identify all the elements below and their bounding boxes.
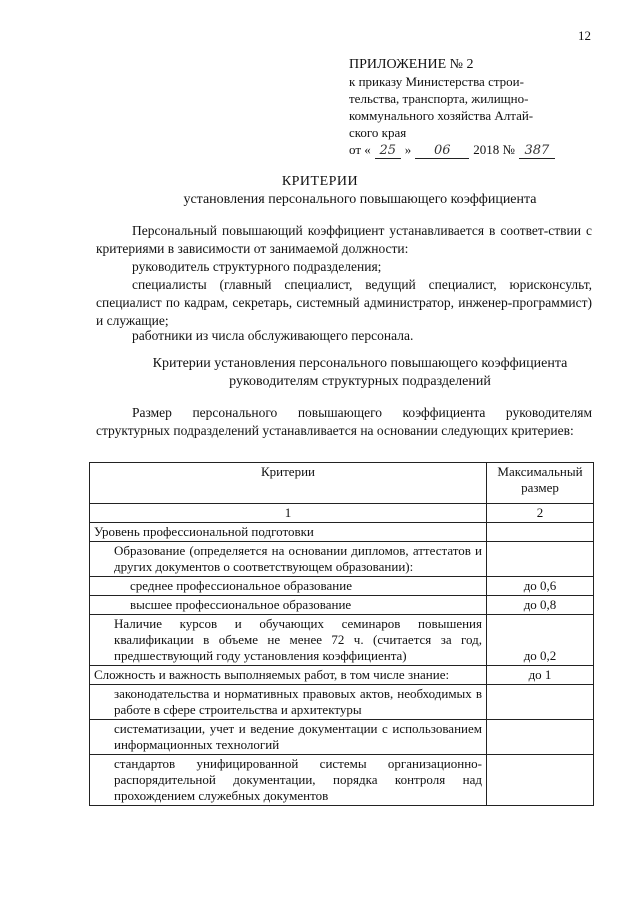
document-number: 387 bbox=[519, 144, 555, 159]
table-row bbox=[90, 596, 594, 615]
table-row bbox=[90, 577, 594, 596]
table-row bbox=[90, 542, 594, 577]
appendix-title: ПРИЛОЖЕНИЕ № 2 bbox=[349, 57, 474, 72]
intro-item-3: работники из числа обслуживающего персонала. bbox=[132, 328, 414, 343]
table-cell-criterion: Образование (определяется на основании дипломов, аттестатов и других документов о соответствующем образовании): bbox=[90, 542, 487, 577]
column-number-2: 2 bbox=[487, 504, 594, 523]
table-cell-criterion: Уровень профессиональной подготовки bbox=[90, 523, 487, 542]
date-mid: » bbox=[404, 142, 412, 157]
table-cell-criterion: среднее профессиональное образование bbox=[90, 577, 487, 596]
appendix-line-4: ского края bbox=[349, 125, 407, 140]
section-title-line-2: руководителям структурных подразделений bbox=[229, 374, 491, 389]
appendix-line-2: тельства, транспорта, жилищно- bbox=[349, 91, 529, 106]
table-cell-value bbox=[487, 755, 594, 806]
table-cell-value bbox=[487, 542, 594, 577]
table-cell-criterion: стандартов унифицированной системы организационно-распорядительной документации, порядка контроля над прохождением служебных документов bbox=[90, 755, 487, 806]
table-cell-value: до 0,2 bbox=[487, 615, 594, 666]
intro-item-2: специалисты (главный специалист, ведущий специалист, юрисконсульт, специалист по кадрам, секретарь, системный администратор, инженер-программист) и служащие; bbox=[96, 277, 592, 328]
table-cell-value: до 0,6 bbox=[487, 577, 594, 596]
table-number-row bbox=[90, 504, 594, 523]
table-cell-value bbox=[487, 523, 594, 542]
table-row bbox=[90, 666, 594, 685]
appendix-date-line bbox=[349, 141, 589, 159]
table-row bbox=[90, 755, 594, 806]
date-prefix: от « bbox=[349, 142, 371, 157]
table-row bbox=[90, 720, 594, 755]
appendix-block bbox=[349, 56, 589, 159]
table-row bbox=[90, 685, 594, 720]
table-row bbox=[90, 523, 594, 542]
table-cell-criterion: Сложность и важность выполняемых работ, в том числе знание: bbox=[90, 666, 487, 685]
intro-item-1: руководитель структурного подразделения; bbox=[132, 259, 382, 274]
table-cell-criterion: законодательства и нормативных правовых актов, необходимых в работе в сфере строительства и архитектуры bbox=[90, 685, 487, 720]
section-text: Размер персонального повышающего коэффициента руководителям структурных подразделений устанавливается на основании следующих критериев: bbox=[96, 405, 592, 438]
table-cell-value: до 1 bbox=[487, 666, 594, 685]
section-title-line-1: Критерии установления персонального повышающего коэффициента bbox=[152, 356, 568, 371]
table-cell-value: до 0,8 bbox=[487, 596, 594, 615]
date-day: 25 bbox=[375, 144, 401, 159]
table-header-row bbox=[90, 463, 594, 504]
table-cell-criterion: систематизации, учет и ведение документации с использованием информационных технологий bbox=[90, 720, 487, 755]
document-title: КРИТЕРИИ bbox=[281, 174, 359, 189]
table-cell-value bbox=[487, 720, 594, 755]
table-cell-criterion: высшее профессиональное образование bbox=[90, 596, 487, 615]
table-cell-value bbox=[487, 685, 594, 720]
appendix-line-1: к приказу Министерства строи- bbox=[349, 74, 524, 89]
table-row bbox=[90, 615, 594, 666]
column-header-max-size: Максимальный размер bbox=[487, 463, 594, 504]
date-month: 06 bbox=[415, 144, 469, 159]
criteria-table bbox=[89, 462, 594, 806]
column-number-1: 1 bbox=[90, 504, 487, 523]
document-subtitle: установления персонального повышающего коэффициента bbox=[183, 192, 537, 207]
appendix-line-3: коммунального хозяйства Алтай- bbox=[349, 108, 534, 123]
intro-paragraph: Персональный повышающий коэффициент устанавливается в соответ-ствии с критериями в зависимости от занимаемой должности: bbox=[96, 223, 592, 256]
date-year: 2018 № bbox=[473, 142, 515, 157]
column-header-criteria: Критерии bbox=[90, 463, 487, 504]
table-cell-criterion: Наличие курсов и обучающих семинаров повышения квалификации в объеме не менее 72 ч. (считается за год, предшествующий году установления коэффициента) bbox=[90, 615, 487, 666]
page-number: 12 bbox=[578, 28, 591, 43]
